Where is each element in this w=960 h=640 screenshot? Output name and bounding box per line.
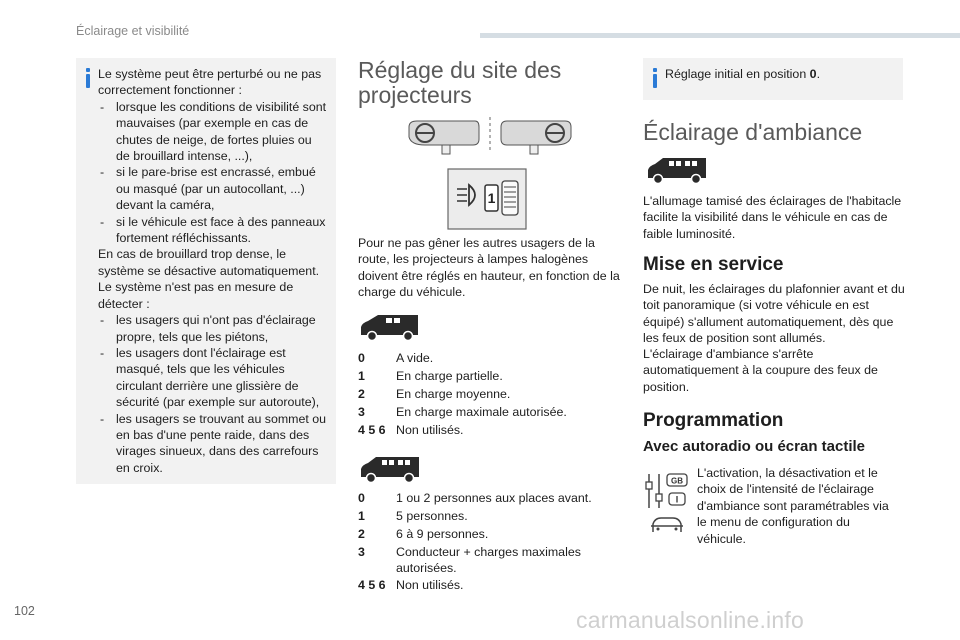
list-item: - les usagers qui n'ont pas d'éclairage propre, tels que les piétons, [98, 312, 328, 345]
note-intro: Le système peut être perturbé ou ne pas correctement fonctionner : [98, 67, 322, 98]
page-number: 102 [14, 604, 35, 618]
section-title-headlamp: Réglage du site des projecteurs [358, 57, 562, 108]
info-icon [86, 68, 90, 88]
programmation-text: L'activation, la désactivation et le choix de l'intensité de l'éclairage d'ambiance sont paramétrables via le menu de configuration du véhicule. [697, 466, 889, 546]
info-icon [653, 68, 657, 88]
van-long-icon [645, 156, 709, 186]
mise-text: De nuit, les éclairages du plafonnier avant et du toit panoramique (si votre véhicule en est équipé) s'allument automatiquement, dès que les feux de position sont allumés. [643, 282, 905, 346]
list-item: - si le véhicule est face à des panneaux fortement réfléchissants. [98, 214, 328, 247]
car-front-icon [651, 518, 683, 532]
header-rule [480, 33, 960, 38]
headlamp-intro-text: Pour ne pas gêner les autres usagers de la route, les projecteurs à lampes halogènes doivent être réglés en hauteur, en fonction de la charge du véhicule. [358, 236, 620, 300]
section-title-ambiance: Éclairage d'ambiance [643, 119, 863, 145]
heading-autoradio: Avec autoradio ou écran tactile [643, 438, 866, 455]
svg-text:GB: GB [671, 476, 683, 486]
note-detect: Le système n'est pas en mesure de détecter : [98, 280, 294, 311]
heading-mise-en-service: Mise en service [643, 254, 784, 275]
heading-programmation: Programmation [643, 410, 784, 431]
info-note-limitations [76, 58, 336, 484]
list-item: - si le pare-brise est encrassé, embué ou masqué (par un autocollant, ...) devant la caméra, [98, 164, 328, 213]
headlamp-adjust-illustration [405, 113, 575, 233]
settings-sliders-icon [643, 470, 691, 540]
thumbwheel-icon [502, 181, 518, 215]
svg-text:I: I [675, 494, 679, 505]
note-fog: En cas de brouillard trop dense, le système se désactive automatiquement. [98, 247, 320, 278]
van-long-icon [358, 455, 422, 485]
ambiance-text: L'allumage tamisé des éclairages de l'habitacle facilite la visibilité dans le véhicule en cas de faible luminosité. [643, 194, 902, 241]
van-short-icon [358, 313, 422, 343]
list-item: - les usagers dont l'éclairage est masqué, tels que les véhicules circulant derrière une glissière de sécurité (par exemple sur autoroute), [98, 345, 328, 411]
dial-position-label: 1 [487, 190, 496, 206]
watermark: carmanualsonline.info [576, 607, 804, 633]
list-item: - lorsque les conditions de visibilité sont mauvaises (par exemple en cas de chutes de neige, de fortes pluies ou de brouillard intense, ...), [98, 99, 328, 165]
list-item: - les usagers se trouvant au sommet ou en bas d'une pente raide, dans des virages sinueux, dans des carrefours en croix. [98, 411, 328, 477]
info-note-initial-setting: Réglage initial en position 0. [643, 58, 903, 100]
running-header: Éclairage et visibilité [76, 24, 190, 38]
mise-text-2: L'éclairage d'ambiance s'arrête automatiquement à la coupure des feux de position. [643, 347, 878, 394]
